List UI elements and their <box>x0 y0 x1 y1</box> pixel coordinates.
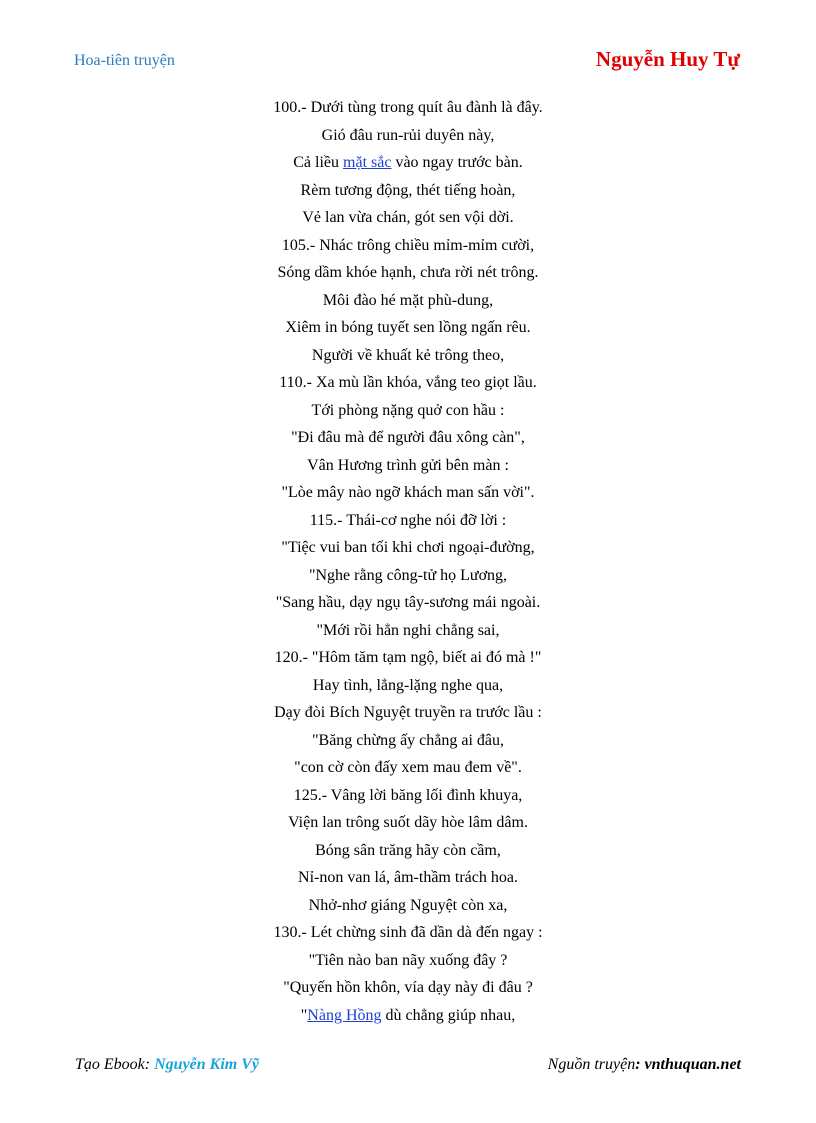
poem-line-12: Tới phòng nặng quở con hầu : <box>311 401 505 419</box>
poem-line-30: Nhở-nhơ giáng Nguyệt còn xa, <box>308 896 508 914</box>
ebook-separator: : <box>144 1056 155 1073</box>
poem-line-19: "Sang hầu, dạy ngụ tây-sương mái ngoài. <box>275 594 541 611</box>
poem-line-27: Viện lan trông suốt dãy hòe lâm dâm. <box>288 814 528 831</box>
poem-line-23: Dạy đòi Bích Nguyệt truyền ra trước lầu : <box>274 704 542 721</box>
source-credit <box>548 1056 741 1074</box>
ebook-label: Tạo Ebook <box>75 1056 145 1073</box>
poem-line-9: Xiêm in bóng tuyết sen lồng ngấn rêu. <box>285 319 531 336</box>
poem-line-28: Bóng sân trăng hãy còn cầm, <box>315 841 501 859</box>
poem-line-1: 100.- Dưới tùng trong quít âu đành là đây. <box>273 99 543 116</box>
book-title: Hoa-tiên truyện <box>74 52 175 69</box>
author-name: Nguyễn Huy Tự <box>595 47 740 71</box>
poem-line-33: "Quyến hồn khôn, vía dạy này đi đâu ? <box>283 979 533 996</box>
poem-line-16: 115.- Thái-cơ nghe nói đỡ lời : <box>309 511 507 529</box>
poem-line-3-pre: Cả liều <box>293 154 344 171</box>
poem-line-17: "Tiệc vui ban tối khi chơi ngoại-đường, <box>281 539 535 556</box>
poem-line-15: "Lòe mây nào ngỡ khách man sấn vời". <box>281 484 535 501</box>
ebook-credit <box>75 1056 259 1074</box>
source-site: vnthuquan.net <box>644 1056 741 1073</box>
poem-line-18: "Nghe rằng công-tử họ Lương, <box>308 566 508 584</box>
source-separator: : <box>635 1056 645 1073</box>
ebook-creator-name: Nguyễn Kim Vỹ <box>154 1056 259 1073</box>
mat-sac-link[interactable]: mặt sắc <box>343 154 392 171</box>
poem-line-34-post: dù chẳng giúp nhau, <box>381 1006 516 1024</box>
poem-line-5: Vẻ lan vừa chán, gót sen vội dời. <box>302 209 514 226</box>
poem-line-10: Người về khuất kẻ trông theo, <box>311 346 505 364</box>
poem-line-8: Môi đào hé mặt phù-dung, <box>322 291 494 309</box>
poem-line-24: "Băng chừng ấy chẳng ai đâu, <box>311 731 505 749</box>
poem-line-3 <box>0 149 816 177</box>
poem-body <box>0 94 816 1029</box>
poem-line-31: 130.- Lét chừng sinh đã dần dà đến ngay : <box>273 924 543 941</box>
poem-line-26: 125.- Vâng lời băng lối đình khuya, <box>293 786 523 804</box>
source-label: Nguồn truyện <box>547 1056 636 1073</box>
poem-line-14: Vân Hương trình gửi bên màn : <box>307 456 509 474</box>
poem-line-7: Sóng dầm khóe hạnh, chưa rời nét trông. <box>277 264 539 281</box>
poem-line-20: "Mới rồi hẳn nghi chẳng sai, <box>316 621 500 639</box>
poem-line-25: "con cờ còn đấy xem mau đem về". <box>294 759 522 776</box>
poem-line-13: "Đi đâu mà để người đâu xông càn", <box>291 429 525 446</box>
poem-line-21: 120.- "Hôm tăm tạm ngộ, biết ai đó mà !" <box>274 649 542 666</box>
poem-line-32: "Tiên nào ban nãy xuống đây ? <box>308 951 508 969</box>
poem-line-4: Rèm tương động, thét tiếng hoàn, <box>300 181 516 199</box>
poem-line-2: Gió đâu run-rủi duyên này, <box>321 126 495 144</box>
poem-line-11: 110.- Xa mù lần khóa, vắng teo giọt lầu. <box>279 374 537 391</box>
poem-line-6: 105.- Nhác trông chiều mỉm-mỉm cười, <box>281 236 535 254</box>
poem-line-29: Nỉ-non van lá, âm-thầm trách hoa. <box>298 869 518 886</box>
poem-line-34 <box>0 1002 816 1030</box>
nang-hong-link[interactable]: Nàng Hồng <box>307 1006 382 1024</box>
poem-line-22: Hay tình, lẳng-lặng nghe qua, <box>312 676 504 694</box>
poem-line-34-pre: " <box>300 1006 308 1024</box>
poem-line-3-post: vào ngay trước bàn. <box>391 154 523 171</box>
